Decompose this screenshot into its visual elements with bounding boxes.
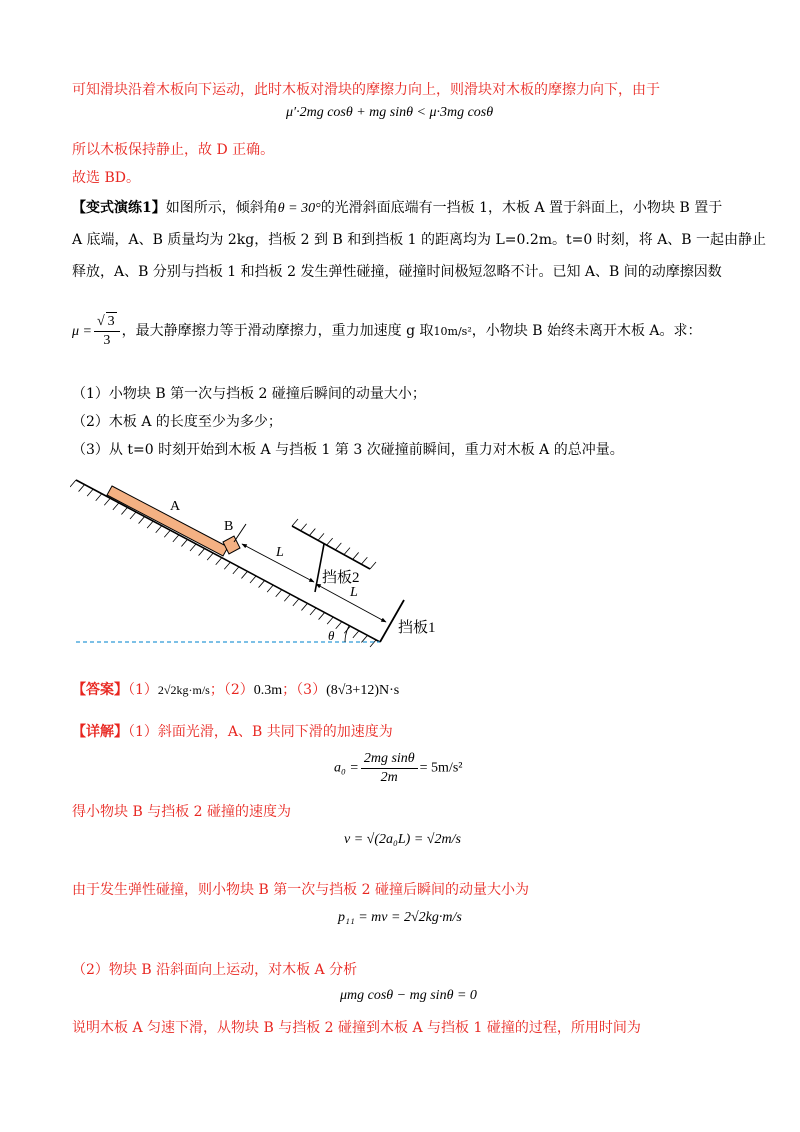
problem-text-4a: ，最大静摩擦力等于滑动摩擦力，重力加速度 g 取 — [121, 323, 434, 339]
hatch-mark — [147, 521, 153, 528]
incline-hatching — [70, 480, 376, 647]
hatch-mark — [309, 529, 315, 536]
answer-1-label: （1） — [128, 682, 158, 698]
problem-tag: 【变式演练1】 — [72, 200, 166, 216]
hatch-mark — [335, 543, 341, 550]
hatch-mark — [207, 553, 213, 560]
hatch-mark — [370, 640, 376, 647]
equation-momentum: p₁₁ = mv = 2√2kg·m/s — [338, 910, 462, 925]
equation-friction-compare: μ′·2mg cosθ + mg sinθ < μ·3mg cosθ — [286, 105, 494, 120]
text-line-2: 所以木板保持静止，故 D 正确。 — [72, 142, 275, 158]
hatch-mark — [259, 581, 265, 588]
hatch-mark — [79, 485, 85, 492]
solution-tag: 【详解】 — [72, 724, 128, 740]
equation-acceleration — [334, 750, 462, 787]
hatch-mark — [267, 585, 273, 592]
hatch-mark — [250, 576, 256, 583]
answer-sep-1: ； — [209, 682, 224, 698]
question-3: （3）从 t=0 时刻开始到木板 A 与挡板 1 第 3 次碰撞前瞬间，重力对木板 A 的总冲量。 — [72, 442, 624, 458]
solution-text-1: （1）斜面光滑，A、B 共同下滑的加速度为 — [128, 724, 393, 740]
hatch-mark — [113, 503, 119, 510]
label-A: A — [170, 499, 181, 514]
problem-text-1a: 如图所示，倾斜角 — [165, 200, 278, 216]
hatch-mark — [130, 512, 136, 519]
answer-3-label: （3） — [296, 682, 327, 698]
hatch-mark — [361, 635, 367, 642]
mu-numerator: 3 — [107, 314, 115, 329]
question-2: （2）木板 A 的长度至少为多少； — [72, 414, 282, 430]
solution-line-2: 得小物块 B 与挡板 2 碰撞的速度为 — [72, 804, 291, 820]
hatch-mark — [276, 590, 282, 597]
eq-a-rhs: = 5m/s² — [419, 760, 463, 776]
answer-1-value: 2√2kg·m/s — [157, 683, 210, 697]
hatch-mark — [70, 480, 76, 487]
problem-text-1b: 的光滑斜面底端有一挡板 1，木板 A 置于斜面上，小物块 B 置于 — [320, 200, 723, 216]
hatch-mark — [310, 608, 316, 615]
hatch-mark — [139, 517, 145, 524]
label-plate-2: 挡板2 — [322, 570, 360, 586]
hatch-mark — [96, 494, 102, 501]
hatch-mark — [353, 552, 359, 559]
eq-a-lhs: a₀ = — [334, 760, 359, 776]
incline-surface — [76, 480, 380, 642]
hatch-mark — [87, 489, 93, 496]
hatch-mark — [233, 567, 239, 574]
problem-line-1 — [72, 198, 722, 219]
eq-a-numerator: 2mg sinθ — [361, 750, 418, 769]
hatch-mark — [293, 599, 299, 606]
hatch-mark — [301, 524, 307, 531]
hatch-mark — [370, 562, 376, 569]
gravity-value: 10m/s² — [433, 325, 472, 338]
solution-line-4: （2）物块 B 沿斜面向上运动，对木板 A 分析 — [72, 962, 358, 978]
answer-2-value: 0.3m — [253, 683, 283, 698]
hatch-mark — [156, 526, 162, 533]
hatch-mark — [327, 617, 333, 624]
problem-line-2: A 底端，A、B 质量均为 2kg，挡板 2 到 B 和到挡板 1 的距离均为 L=0.2m。t=0 时刻，将 A、B 一起由静止 — [72, 232, 767, 248]
hatch-mark — [181, 539, 187, 546]
label-theta: θ — [328, 628, 335, 643]
hatch-mark — [353, 631, 359, 638]
hatch-mark — [318, 533, 324, 540]
answer-3-value: (8√3+12)N·s — [326, 683, 400, 698]
hatch-mark — [336, 622, 342, 629]
hatch-mark — [241, 571, 247, 578]
label-B: B — [224, 519, 234, 534]
hatch-mark — [344, 548, 350, 555]
block-B-leader — [234, 524, 246, 542]
solution-line-1 — [72, 722, 393, 742]
hatch-mark — [301, 603, 307, 610]
hatch-mark — [173, 535, 179, 542]
problem-line-3: 释放，A、B 分别与挡板 1 和挡板 2 发生弹性碰撞，碰撞时间极短忽略不计。已知 A、B 间的动摩擦因数 — [72, 264, 722, 280]
mu-denominator: 3 — [103, 333, 111, 348]
plate-2-hatching — [292, 519, 376, 569]
hatch-mark — [199, 549, 205, 556]
eq-a-fraction — [361, 750, 418, 787]
hatch-mark — [327, 538, 333, 545]
text-line-3: 故选 BD。 — [72, 170, 140, 186]
hatch-mark — [121, 507, 127, 514]
hatch-mark — [292, 519, 298, 526]
plate-2-ceiling — [292, 526, 370, 569]
answer-line — [72, 680, 399, 701]
problem-text-4b: ，小物块 B 始终未离开木板 A。求： — [471, 323, 702, 339]
hatch-mark — [319, 613, 325, 620]
question-1: （1）小物块 B 第一次与挡板 2 碰撞后瞬间的动量大小； — [72, 386, 426, 402]
answer-2-label: （2） — [223, 682, 254, 698]
angle-value: θ = 30° — [277, 201, 321, 216]
problem-line-4 — [72, 312, 702, 350]
eq-a-denominator: 2m — [380, 770, 398, 785]
mu-lhs: μ = — [72, 324, 92, 339]
hatch-mark — [361, 557, 367, 564]
hatch-mark — [164, 530, 170, 537]
equation-friction-balance: μmg cosθ − mg sinθ = 0 — [340, 988, 477, 1003]
text-line-1: 可知滑块沿着木板向下运动，此时木板对滑块的摩擦力向上，则滑块对木板的摩擦力向下，由于 — [72, 82, 660, 98]
hatch-mark — [284, 594, 290, 601]
label-plate-1: 挡板1 — [398, 620, 436, 636]
answer-sep-2: ； — [282, 682, 297, 698]
hatch-mark — [104, 498, 110, 505]
board-A — [107, 486, 228, 556]
answer-tag: 【答案】 — [72, 682, 128, 698]
hatch-mark — [224, 562, 230, 569]
equation-velocity: v = √(2a₀L) = √2m/s — [344, 832, 461, 847]
solution-line-3: 由于发生弹性碰撞，则小物块 B 第一次与挡板 2 碰撞后瞬间的动量大小为 — [72, 882, 529, 898]
mu-fraction: $\frac{√ 3}{3}$ — [94, 312, 120, 350]
label-L-2: L — [350, 585, 358, 600]
label-L-1: L — [276, 545, 284, 560]
hatch-mark — [190, 544, 196, 551]
incline-figure — [70, 470, 450, 660]
solution-line-5: 说明木板 A 匀速下滑，从物块 B 与挡板 2 碰撞到木板 A 与挡板 1 碰撞的过程，所用时间为 — [72, 1020, 641, 1036]
hatch-mark — [216, 558, 222, 565]
